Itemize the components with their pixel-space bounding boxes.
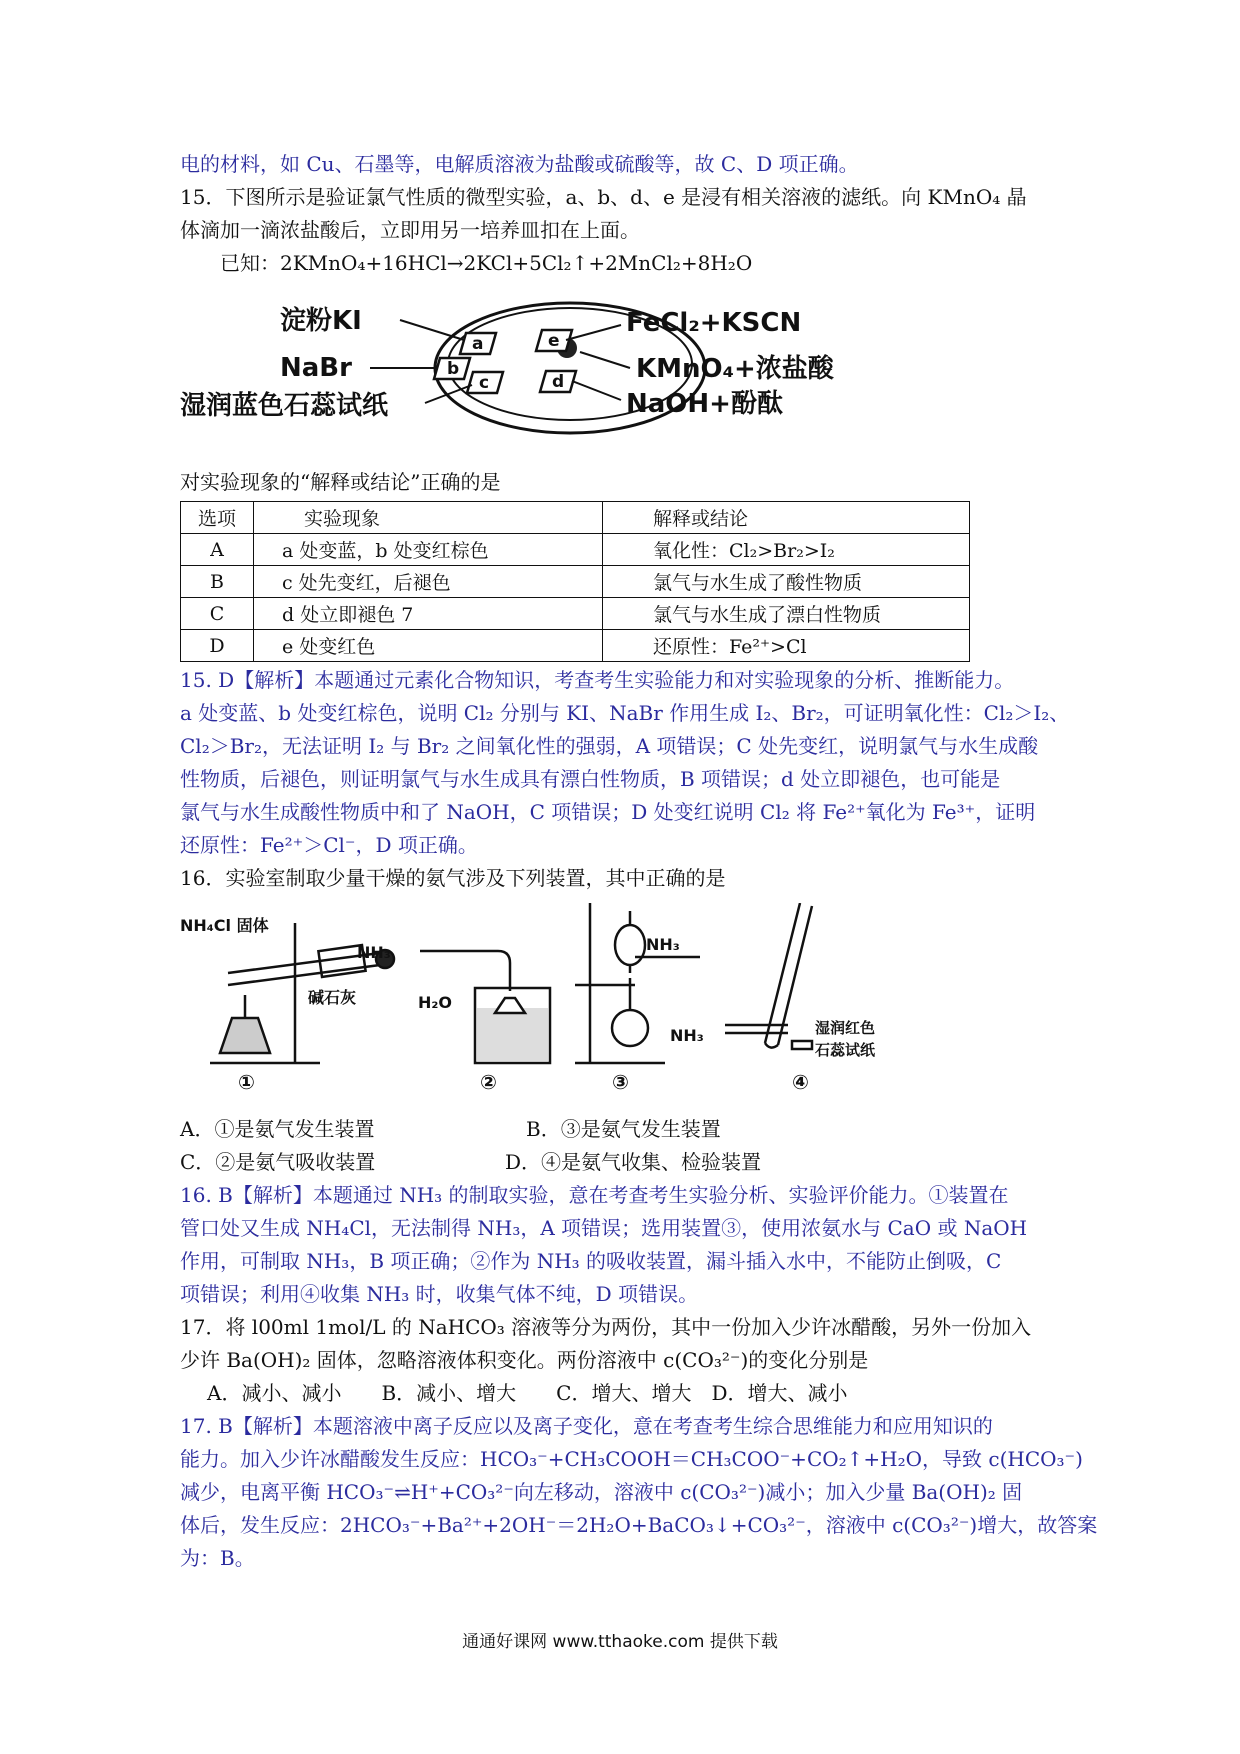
label-nh3: NH₃ [670,1026,704,1045]
apparatus-number: ① [238,1070,255,1094]
label-nh3: NH₃ [357,943,391,962]
question-16-text: 16．实验室制取少量干燥的氨气涉及下列装置，其中正确的是 [180,866,726,890]
answer-15-text: 氯气与水生成酸性物质中和了 NaOH，C 项错误；D 处变红说明 Cl₂ 将 Fe²⁺氧化为 Fe³⁺，证明 [180,800,1036,824]
table-cell: a 处变蓝，b 处变红棕色 [254,534,603,566]
answer-17-text: 减少，电离平衡 HCO₃⁻⇌H⁺+CO₃²⁻向左移动，溶液中 c(CO₃²⁻)减小；加入少量 Ba(OH)₂ 固 [180,1480,1023,1504]
answer-15-text: 还原性：Fe²⁺＞Cl⁻，D 项正确。 [180,833,478,857]
answer-17-text: 体后，发生反应：2HCO₃⁻+Ba²⁺+2OH⁻＝2H₂O+BaCO₃↓+CO₃²⁻，溶液中 c(CO₃²⁻)增大，故答案 [180,1513,1098,1537]
paper-letter: d [552,372,565,392]
page-footer: 通通好课网 www.tthaoke.com 提供下载 [462,1632,778,1652]
paper-letter: e [548,331,560,351]
answer-16-text: 管口处又生成 NH₄Cl，无法制得 NH₃，A 项错误；选用装置③，使用浓氨水与 CaO 或 NaOH [180,1216,1028,1240]
q16-options-row [180,1146,1080,1179]
options-table [180,501,970,662]
label-naoh-phenol: NaOH+酚酞 [626,389,783,419]
header-option: 选项 [181,502,254,534]
option-a: A．①是氨气发生装置 [180,1117,375,1141]
answer-17-text: 17. B【解析】本题溶液中离子反应以及离子变化，意在考查考生综合思维能力和应用知识的 [180,1414,993,1438]
answer-16-text: 项错误；利用④收集 NH₃ 时，收集气体不纯，D 项错误。 [180,1282,699,1306]
question-15-text: 15．下图所示是验证氯气性质的微型实验，a、b、d、e 是浸有相关溶液的滤纸。向 KMnO₄ 晶 [180,185,1027,209]
label-nh3: NH₃ [646,935,680,954]
table-cell: A [181,534,254,566]
header-conclusion: 解释或结论 [603,502,970,534]
answer-17-text: 为：B。 [180,1546,255,1570]
question-17-text: 17．将 l00ml 1mol/L 的 NaHCO₃ 溶液等分为两份，其中一份加入少许冰醋酸，另外一份加入 [180,1315,1032,1339]
table-row [181,566,970,598]
table-cell: 氧化性：Cl₂>Br₂>I₂ [603,534,970,566]
label-starch-ki: 淀粉KI [280,306,362,336]
option-c: C．②是氨气吸收装置 [180,1150,376,1174]
question-15-text: 体滴加一滴浓盐酸后，立即用另一培养皿扣在上面。 [180,218,640,242]
answer-17-text: 能力。加入少许冰醋酸发生反应：HCO₃⁻+CH₃COOH＝CH₃COO⁻+CO₂↑+H₂O，导致 c(HCO₃⁻) [180,1447,1083,1471]
question-17-options: A．减小、减小 B．减小、增大 C．增大、增大 D．增大、减小 [207,1381,848,1405]
table-row [181,598,970,630]
q16-options-row [180,1113,1080,1146]
option-b: B．③是氨气发生装置 [526,1117,721,1141]
apparatus-figure [180,903,1080,1113]
question-17-text: 少许 Ba(OH)₂ 固体，忽略溶液体积变化。两份溶液中 c(CO₃²⁻)的变化分别是 [180,1348,869,1372]
table-cell: d 处立即褪色 7 [254,598,603,630]
option-d: D．④是氨气收集、检验装置 [505,1150,762,1174]
table-row [181,534,970,566]
answer-16-text: 16. B【解析】本题通过 NH₃ 的制取实验，意在考查考生实验分析、实验评价能力。①装置在 [180,1183,1009,1207]
answer-15-text: 性物质，后褪色，则证明氯气与水生成具有漂白性物质，B 项错误；d 处立即褪色，也可能是 [180,767,1001,791]
answer-15-text: a 处变蓝、b 处变红棕色，说明 Cl₂ 分别与 KI、NaBr 作用生成 I₂、Br₂，可证明氧化性：Cl₂＞I₂、 [180,701,1070,725]
table-cell: 氯气与水生成了酸性物质 [603,566,970,598]
label-kmno4-hcl: KMnO₄+浓盐酸 [636,354,834,384]
question-15-prompt: 对实验现象的“解释或结论”正确的是 [180,470,501,494]
label-blue-litmus: 湿润蓝色石蕊试纸 [180,391,389,421]
table-cell: B [181,566,254,598]
table-row [181,630,970,662]
apparatus-number: ④ [792,1070,809,1094]
table-header-row [181,502,970,534]
apparatus-diagram [180,903,1080,1113]
paper-letter: b [447,359,460,379]
answer-16-text: 作用，可制取 NH₃，B 项正确；②作为 NH₃ 的吸收装置，漏斗插入水中，不能防止倒吸，C [180,1249,1002,1273]
petri-dish-diagram [180,288,1080,458]
table-cell: D [181,630,254,662]
document-page [180,148,1098,1575]
table-cell: C [181,598,254,630]
table-cell: 还原性：Fe²⁺>Cl [603,630,970,662]
paper-letter: a [472,334,484,354]
label-red-litmus: 石蕊试纸 [815,1041,876,1059]
label-red-litmus: 湿润红色 [815,1019,876,1037]
label-fecl2-kscn: FeCl₂+KSCN [626,308,802,338]
header-phenomenon: 实验现象 [254,502,603,534]
answer-15-text: Cl₂＞Br₂，无法证明 I₂ 与 Br₂ 之间氧化性的强弱，A 项错误；C 处先变红，说明氯气与水生成酸 [180,734,1039,758]
apparatus-number: ② [480,1070,497,1094]
label-nabr: NaBr [280,353,352,383]
table-cell: c 处先变红，后褪色 [254,566,603,598]
label-h2o: H₂O [418,993,452,1012]
label-soda-lime: 碱石灰 [308,988,357,1007]
petri-dish-figure [180,288,1080,458]
known-equation: 已知：2KMnO₄+16HCl→2KCl+5Cl₂↑+2MnCl₂+8H₂O [220,251,753,275]
answer-15-text: 15. D【解析】本题通过元素化合物知识，考查考生实验能力和对实验现象的分析、推断能力。 [180,668,1015,692]
paper-letter: c [479,373,490,393]
table-cell: e 处变红色 [254,630,603,662]
apparatus-number: ③ [612,1070,629,1094]
label-nh4cl: NH₄Cl 固体 [180,916,269,935]
table-cell: 氯气与水生成了漂白性物质 [603,598,970,630]
answer-text: 电的材料，如 Cu、石墨等，电解质溶液为盐酸或硫酸等，故 C、D 项正确。 [180,152,859,176]
